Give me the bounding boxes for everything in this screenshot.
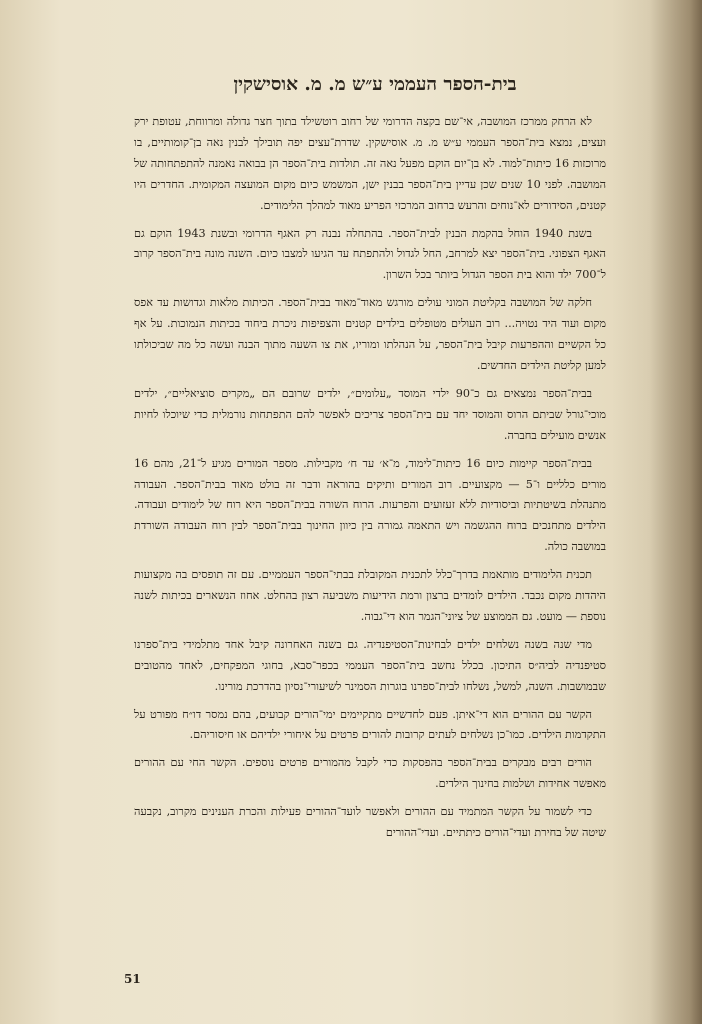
page-number: 51 [124,972,141,986]
paragraph: בבית־הספר נמצאים גם כ־90 ילדי המוסד „עלומים״, ילדים שרובם הם „מקרים סוציאליים״, ילדים מוכי־גורל שביתם הרוס והמוסד יחד עם בית־הספר צריכים לאפשר להם התפתחות נורמלית כדי שיוכלו לחיות אנשים מועילים בחברה. [134,386,606,442]
page-fold-shadow [612,0,702,1024]
paragraph: לא הרחק ממרכז המושבה, אי־שם בקצה הדרומי של רחוב רוטשילד בתוך חצר גדולה ומרווחת, עטופת ירק ועצים, נמצא בית־הספר העממי ע״ש מ. מ. אוסישקין. שדרת־עצים יפה תובילך לבנין נאה בן־קומותיים, בו מרוכזות 16 כיתות־למוד. לא בן־יום הוקם מפעל נאה זה. תולדות בית־הספר הן בבואה נאמנה להתפתחותה של המושבה. לפני 10 שנים שכן עדיין בית־הספר בבנין ישן, המשמש כיום מקום המועצה המקומית. החדרים היו קטנים, הסידורים לא־נוחים והרעש ברחוב המרכזי הפריע מאוד למהלך הלימודים. [134,115,607,212]
paragraph: בבית־הספר קיימות כיום 16 כיתות־לימוד, מ־א׳ עד ח׳ מקבילות. מספר המורים מגיע ל־21, מהם 16 מורים כלליים ו־5 — מקצועיים. רוב המורים ותיקים בהוראה ודבר זה בולט מאוד בבית־הספר. העבודה מתנהלת בשיטתיות וביסודיות ללא זעזועים והפרעות. הרוח השורה בבית־הספר היא רוח של לימודים ועבודה. הילדים מתחנכים ברוח ההגשמה ויש התאמה גמורה בין כיוון החינוך בבית־הספר לבין רוח העבודה השורדת במושבה כולה. [134,456,606,554]
paragraph: מדי שנה בשנה נשלחים ילדים לבחינות־הסטיפנדיה. גם בשנה האחרונה קיבל אחד מתלמידי בית־ספרנו סטיפנדיה לביה״ס התיכון. בכלל נחשב בית־הספר העממי בכפר־סבא, בחוגי המפקחים, לאחד מהטובים שבמושבות. השנה, למשל, נשלחו לבית־ספרנו בוגרות הסמינר לשיעורי־נסיון בהדרכת מורינו. [134,637,606,693]
paragraph: כדי לשמור על הקשר המתמיד עם ההורים ולאפשר לועד־ההורים פעילות והכרת הענינים מקרוב, נקבעה שיטה של בחירת ועדי־הורים כיתתיים. ועדי־ההורים [134,805,606,840]
paragraph: בשנת 1940 הוחל בהקמת הבנין לבית־הספר. בהתחלה נבנה רק האגף הדרומי ובשנת 1943 הוקם גם האגף הצפוני. בית־הספר יצא למרחב, החל לגדול ולהתפתח עד הגיעו למצבו כיום. השנה מונה בית־הספר קרוב ל־700 ילד והוא בית הספר הגדול ביותר בכל השרון. [134,226,606,282]
paragraph: הקשר עם ההורים הוא די־איתן. פעם לחדשיים מתקיימים ימי־הורים קבועים, בהם נמסר דו״ח מפורט על התקדמות הילדים. כמו־כן נשלחים לעתים קרובות להורים פרטים על איחורי ילדיהם או חיסוריהם. [134,707,606,742]
paragraph: הורים רבים מבקרים בבית־הספר בהפסקות כדי לקבל מהמורים פרטים נוספים. הקשר החי עם ההורים מאפשר אחידות ושלמות בחינוך הילדים. [134,756,606,791]
article-body [134,112,606,851]
paragraph: תכנית הלימודים מותאמת בדרך־כלל לתכנית המקובלת בבתי־הספר העממיים. עם זה תופסים בה מקצועות היהדות מקום נכבד. הילדים לומדים ברצון ורמת הידיעות משביעה רצון בהחלט. אחוז הנשארים בכיתות לשנה נוספת — מועט. גם הממוצע של ציוני־הגמר הוא די־גבוה. [134,568,606,623]
page-title: בית-הספר העממי ע״ש מ. מ. אוסישקין [233,74,517,95]
paragraph: חלקה של המושבה בקליטת המוני עולים מורגש מאוד־מאוד בבית־הספר. הכיתות מלאות וגדושות עד אפס מקום ועוד היד נטויה... רוב העולים מטופלים בילדים קטנים והצפיפות ניכרת ביחוד בכיתות הנמוכות. על אף כל הקשיים וההפרעות קיבל בית־הספר, על הנהלתו ומוריו, את צו השעה מתוך הבנה ועשה כל מה שביכולתו למען קליטת הילדים החדשים. [134,296,606,372]
